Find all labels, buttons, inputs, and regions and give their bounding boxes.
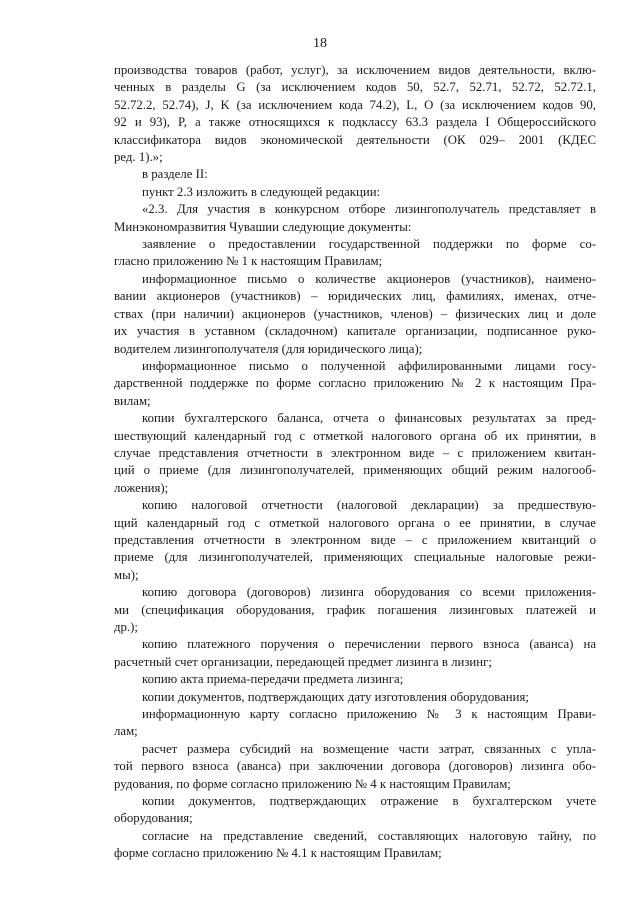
text-line: 52.72.2, 52.74), J, K (за исключением кода 74.2), L, O (за исключением кодов 90,: [114, 97, 596, 112]
text-line: той первого взноса (аванса) при заключении договора (договоров) лизинга обо-: [114, 759, 596, 774]
text-line: ченных в разделы G (за исключением кодов 50, 52.7, 52.71, 52.72, 52.72.1,: [114, 80, 596, 95]
paragraph: [114, 741, 596, 793]
text-line: пункт 2.3 изложить в следующей редакции:: [142, 184, 381, 199]
paragraph: [114, 706, 596, 741]
text-line: согласие на представление сведений, составляющих налоговую тайну, по: [142, 828, 596, 843]
text-line: шествующий календарный год с отметкой налогового органа об их принятии, в: [114, 428, 596, 443]
text-line: гласно приложению № 1 к настоящим Правилам;: [114, 254, 383, 269]
text-line: «2.3. Для участия в конкурсном отборе лизингополучатель представляет в: [142, 202, 596, 217]
text-line: производства товаров (работ, услуг), за исключением видов деятельности, вклю-: [114, 63, 596, 77]
paragraph: [114, 636, 596, 671]
text-line: в разделе II:: [142, 167, 208, 182]
text-line: расчет размера субсидий на возмещение части затрат, связанных с упла-: [142, 741, 596, 756]
text-line: мы);: [114, 567, 139, 582]
text-line: Минэкономразвития Чувашии следующие документы:: [114, 219, 412, 234]
text-line: приеме (для лизингополучателей, применяющих специальные налоговые режи-: [114, 550, 596, 565]
text-line: щий календарный год с отметкой налогового органа о ее принятии, в случае: [114, 515, 596, 530]
paragraph: [114, 271, 596, 358]
paragraph: [114, 793, 596, 828]
text-line: рудования, по форме согласно приложению № 4 к настоящим Правилам;: [114, 776, 511, 791]
text-line: ми (спецификация оборудования, график погашения лизинговых платежей и: [114, 602, 596, 617]
paragraph: [114, 236, 596, 271]
paragraph: [114, 828, 596, 863]
text-line: форме согласно приложению № 4.1 к настоящим Правилам;: [114, 846, 442, 861]
text-line: информационную карту согласно приложению № 3 к настоящим Прави-: [142, 707, 596, 722]
text-line: лам;: [114, 724, 138, 739]
text-line: ствах (при наличии) акционеров (участников, членов) – физических лиц и доле: [114, 306, 596, 321]
paragraph: [114, 689, 596, 706]
text-line: копии документов, подтверждающих дату изготовления оборудования;: [142, 689, 529, 704]
text-line: копию платежного поручения о перечислении первого взноса (аванса) на: [142, 637, 596, 652]
paragraph: [114, 201, 596, 236]
text-line: водителем лизингополучателя (для юридического лица);: [114, 341, 423, 356]
text-line: копии бухгалтерского баланса, отчета о финансовых результатах за пред-: [142, 411, 596, 426]
text-line: случае представления отчетности в электронном виде – с приложением квитан-: [114, 445, 596, 460]
text-line: информационное письмо о количестве акционеров (участников), наимено-: [142, 271, 596, 286]
text-line: 92 и 93), P, а также относящихся к подклассу 63.3 раздела I Общероссийского: [114, 115, 596, 130]
text-line: оборудования;: [114, 811, 193, 826]
paragraph: [114, 62, 596, 166]
text-line: ред. 1).»;: [114, 150, 163, 165]
text-line: ций о приеме (для лизингополучателей, применяющих общий режим налогооб-: [114, 463, 596, 478]
text-line: вилам;: [114, 393, 151, 408]
text-line: копию акта приема-передачи предмета лизинга;: [142, 672, 404, 687]
text-line: их участия в уставном (складочном) капитале организации, подписанное руко-: [114, 324, 596, 339]
text-line: др.);: [114, 620, 138, 634]
text-line: расчетный счет организации, передающей предмет лизинга в лизинг;: [114, 654, 492, 669]
paragraph: [114, 671, 596, 688]
text-line: информационное письмо о полученной аффилированными лицами госу-: [142, 358, 596, 373]
document-body: [114, 62, 596, 863]
page-number: 18: [313, 36, 327, 51]
paragraph: [114, 166, 596, 183]
text-line: заявление о предоставлении государственной поддержки по форме со-: [142, 237, 596, 252]
text-line: ложения);: [114, 480, 169, 495]
text-line: вании акционеров (участников) – юридических лиц, фамилиях, именах, отче-: [114, 289, 596, 304]
paragraph: [114, 410, 596, 497]
text-line: копию налоговой отчетности (налоговой декларации) за предшествую-: [142, 498, 596, 513]
paragraph: [114, 358, 596, 410]
paragraph: [114, 184, 596, 201]
text-line: классификатора видов экономической деятельности (ОК 029– 2001 (КДЕС: [114, 132, 596, 147]
paragraph: [114, 584, 596, 636]
text-line: копии документов, подтверждающих отражение в бухгалтерском учете: [142, 794, 596, 809]
paragraph: [114, 497, 596, 584]
text-line: копию договора (договоров) лизинга оборудования со всеми приложения-: [142, 585, 596, 600]
text-line: представления отчетности в электронном виде – с приложением квитанций о: [114, 532, 596, 547]
text-line: дарственной поддержке по форме согласно приложению № 2 к настоящим Пра-: [114, 376, 596, 391]
